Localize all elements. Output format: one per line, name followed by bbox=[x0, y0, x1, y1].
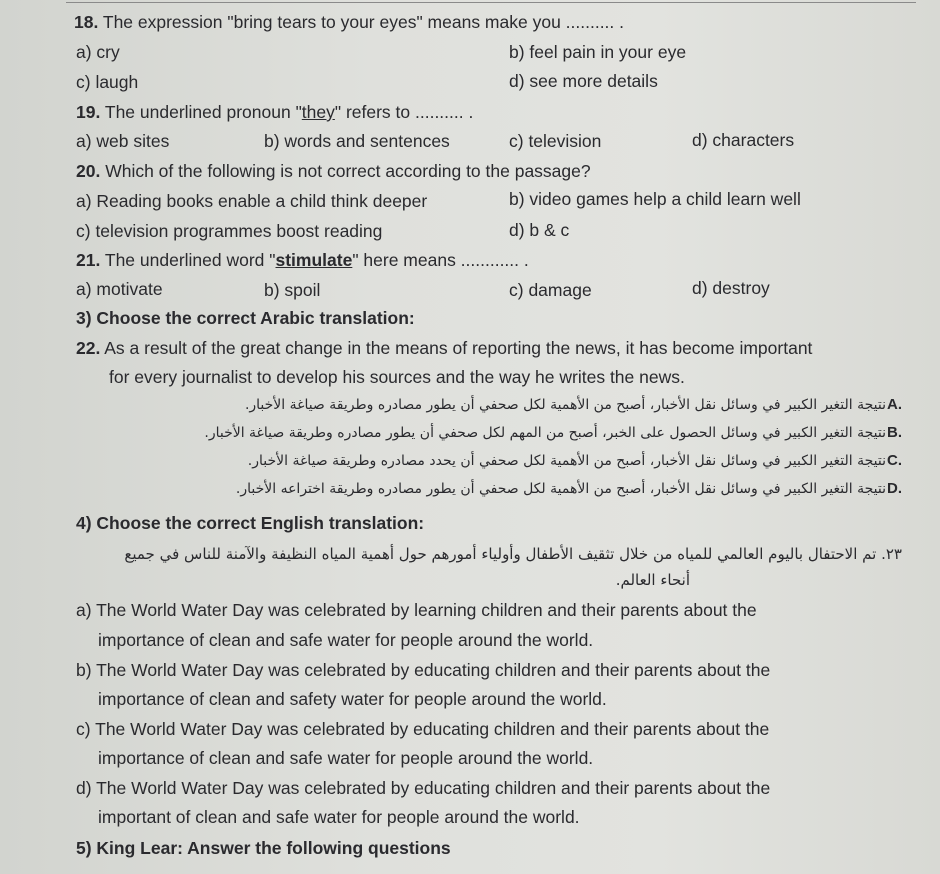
q18-option-a[interactable]: a) cry bbox=[76, 42, 120, 62]
q20-option-c[interactable]: c) television programmes boost reading bbox=[76, 221, 383, 241]
question-19: 19. The underlined pronoun "they" refers to .......... . bbox=[76, 102, 474, 122]
option-text: نتيجة التغير الكبير في وسائل نقل الأخبار، أصبح من الأهمية لكل صحفي أن يطور مصادره وطريقة اختراعه الأخبار. bbox=[235, 481, 886, 497]
option-letter: B. bbox=[887, 424, 902, 441]
q20-option-b[interactable]: b) video games help a child learn well bbox=[509, 189, 801, 209]
question-20: 20. Which of the following is not correct according to the passage? bbox=[76, 161, 591, 181]
q22-option-a[interactable] bbox=[90, 396, 902, 416]
question-22-line-2: for every journalist to develop his sources and the way he writes the news. bbox=[109, 367, 685, 387]
q21-option-a[interactable]: a) motivate bbox=[76, 279, 163, 299]
question-22: 22. As a result of the great change in the means of reporting the news, it has become important bbox=[76, 338, 813, 358]
q18-option-c[interactable]: c) laugh bbox=[76, 72, 139, 92]
q18-option-d[interactable]: d) see more details bbox=[509, 71, 658, 91]
question-21: 21. The underlined word "stimulate" here means ............ . bbox=[76, 250, 529, 270]
q23-option-c[interactable]: c) The World Water Day was celebrated by educating children and their parents about the bbox=[76, 719, 770, 739]
q22-option-d[interactable] bbox=[90, 480, 902, 500]
q20-option-d[interactable]: d) b & c bbox=[509, 220, 570, 240]
option-letter: A. bbox=[887, 396, 902, 413]
q23-option-b-cont: importance of clean and safety water for people around the world. bbox=[98, 689, 607, 709]
underlined-word: they bbox=[301, 102, 335, 122]
q23-option-b[interactable]: b) The World Water Day was celebrated by educating children and their parents about the bbox=[76, 660, 771, 680]
q21-option-c[interactable]: c) damage bbox=[509, 280, 592, 300]
q18-option-b[interactable]: b) feel pain in your eye bbox=[509, 42, 687, 62]
option-letter: D. bbox=[887, 480, 902, 497]
q23-option-d[interactable]: d) The World Water Day was celebrated by educating children and their parents about the bbox=[76, 778, 771, 798]
q20-option-a[interactable]: a) Reading books enable a child think deeper bbox=[76, 191, 428, 211]
option-text: نتيجة التغير الكبير في وسائل الحصول على الخبر، أصبح من المهم لكل صحفي أن يطور مصادره وطريقة صياغة الأخبار. bbox=[204, 425, 886, 441]
q21-option-d[interactable]: d) destroy bbox=[692, 278, 770, 298]
section-5-heading: 5) King Lear: Answer the following questions bbox=[76, 838, 451, 858]
q23-option-a-cont: importance of clean and safe water for people around the world. bbox=[98, 630, 594, 650]
option-text: نتيجة التغير الكبير في وسائل نقل الأخبار، أصبح من الأهمية لكل صحفي أن يحدد مصادره وطريقة صياغة الأخبار. bbox=[247, 453, 886, 469]
underlined-word: stimulate bbox=[275, 250, 353, 270]
q19-option-c[interactable]: c) television bbox=[509, 131, 602, 151]
q19-option-d[interactable]: d) characters bbox=[692, 130, 795, 150]
question-23-line-2: أنحاء العالم. bbox=[615, 571, 690, 589]
option-text: نتيجة التغير الكبير في وسائل نقل الأخبار، أصبح من الأهمية لكل صحفي أن يطور مصادره وطريقة صياغة الأخبار. bbox=[244, 397, 886, 413]
q22-option-b[interactable] bbox=[90, 424, 902, 444]
question-23-line-1: ٢٣. تم الاحتفال باليوم العالمي للمياه من خلال تثقيف الأطفال وأولياء أمورهم حول أهمية المياه النظيفة والآمنة للناس في جميع bbox=[124, 545, 902, 563]
section-3-heading: 3) Choose the correct Arabic translation: bbox=[76, 308, 415, 328]
question-18: 18. The expression "bring tears to your eyes" means make you .......... . bbox=[74, 12, 625, 32]
q23-option-a[interactable]: a) The World Water Day was celebrated by learning children and their parents about the bbox=[76, 600, 757, 620]
section-4-heading: 4) Choose the correct English translation: bbox=[76, 513, 425, 533]
q22-option-c[interactable] bbox=[90, 452, 902, 472]
q23-option-d-cont: important of clean and safe water for people around the world. bbox=[98, 807, 580, 827]
q19-option-b[interactable]: b) words and sentences bbox=[264, 131, 450, 151]
q19-option-a[interactable]: a) web sites bbox=[76, 131, 170, 151]
top-divider bbox=[66, 2, 916, 3]
option-letter: C. bbox=[887, 452, 902, 469]
q21-option-b[interactable]: b) spoil bbox=[264, 280, 321, 300]
q23-option-c-cont: importance of clean and safe water for people around the world. bbox=[98, 748, 594, 768]
